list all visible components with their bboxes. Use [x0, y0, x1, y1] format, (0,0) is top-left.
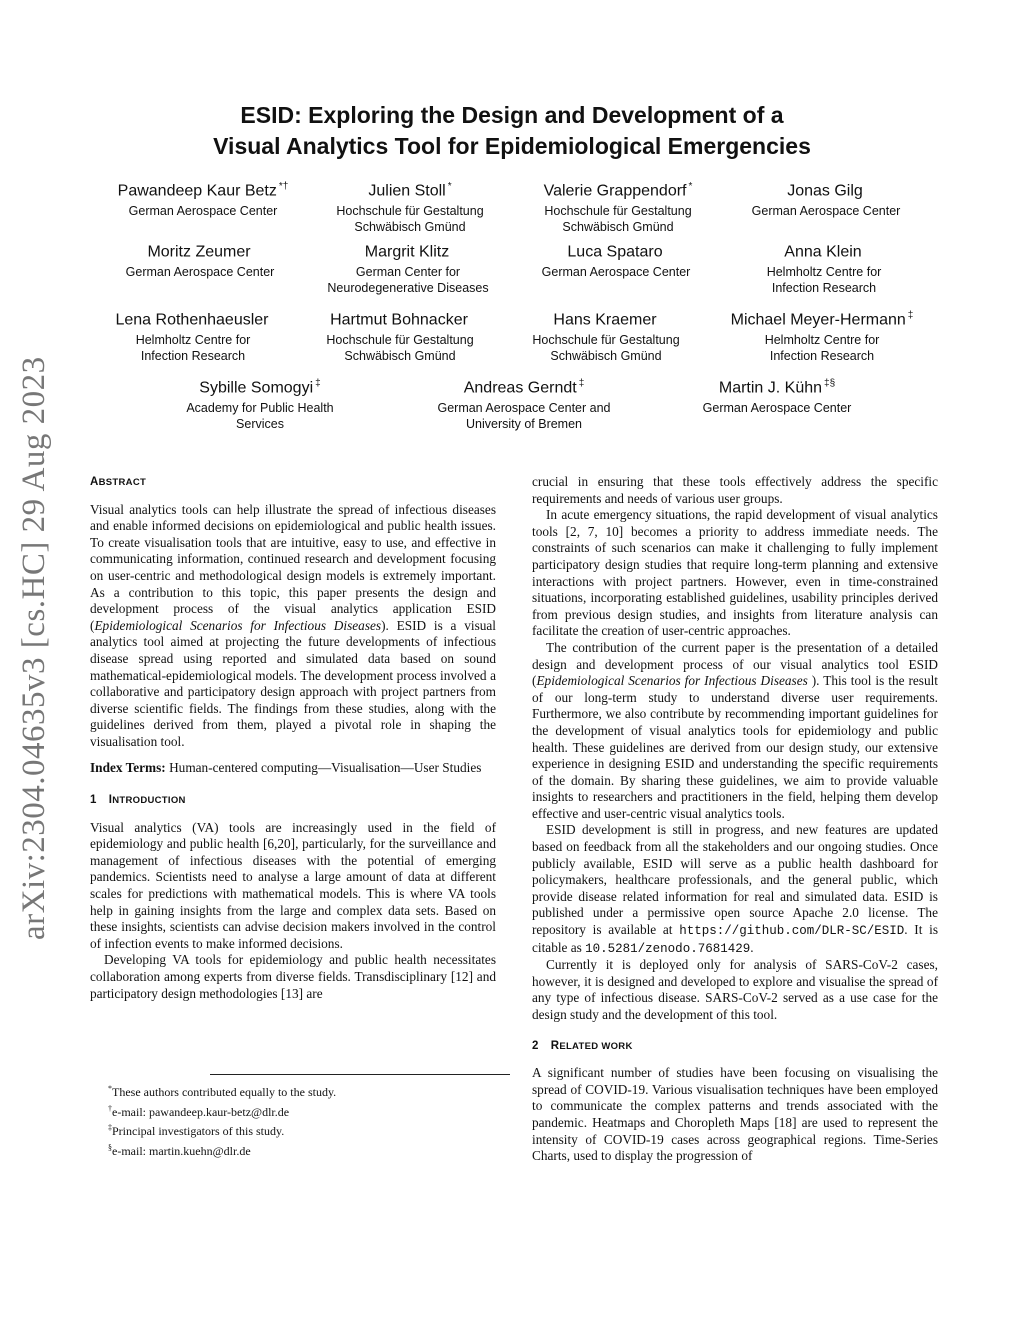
author-name: Lena Rothenhaeusler [115, 311, 269, 329]
body-paragraph: ESID development is still in progress, and new features are updated based on feedback from all the stakeholders and our ongoing studies. Once publicly available, ESID will serve as a public health dashboard for policymakers, healthcare professionals, and the general public, which provide disease related information for real and simulated data. ESID is published under a permissive open source Apache 2.0 license. The repository is available at https://github.com/DLR-SC/ESID. It is citable as 10.5281/zenodo.7681429. [532, 822, 939, 956]
footnote: §e-mail: martin.kuehn@dlr.de [108, 1142, 251, 1158]
author-block [667, 374, 887, 416]
author-block [714, 238, 934, 296]
arxiv-stamp: arXiv:2304.04635v3 [cs.HC] 29 Aug 2023 [16, 356, 52, 940]
author-block [290, 306, 510, 364]
title-line-1: ESID: Exploring the Design and Development of a [240, 102, 784, 128]
author-block [712, 306, 932, 364]
author-mark: ‡§ [824, 378, 836, 389]
author-block [150, 374, 370, 432]
author-name: Pawandeep Kaur Betz [117, 182, 277, 200]
related-work-heading: 2 RELATED WORK [532, 1039, 633, 1052]
author-name: Margrit Klitz [364, 243, 450, 261]
author-affiliation: Hochschule für Gestaltung [532, 333, 680, 348]
author-affiliation: German Aerospace Center [128, 204, 278, 219]
left-column [90, 474, 496, 1002]
author-name: Anna Klein [784, 243, 862, 261]
author-block [83, 306, 303, 364]
author-name: Moritz Zeumer [147, 243, 251, 261]
introduction-heading: 1 INTRODUCTION [90, 794, 186, 807]
footnote-rule [210, 1074, 510, 1075]
author-affiliation: Schwäbisch Gmünd [344, 349, 456, 364]
author-affiliation: Infection Research [769, 349, 875, 364]
author-block [506, 238, 726, 280]
body-paragraph: crucial in ensuring that these tools effectively address the specific requirements and needs of various user groups. [532, 474, 938, 506]
footnote: †e-mail: pawandeep.kaur-betz@dlr.de [108, 1103, 290, 1119]
body-paragraph: In acute emergency situations, the rapid development of visual analytics tools [2, 7, 10] becomes a priority to address immediate needs. The constraints of such scenarios can make it challenging to fully implement participatory design studies that require long-term planning and extensive interactions with project partners. However, even in time-constrained situations, incorporating established guidelines, usability principles derived from previous design studies, and insights from literature analysis can facilitate the creation of user-centric approaches. [532, 507, 938, 639]
author-block [508, 177, 728, 235]
author-block [298, 238, 518, 296]
paper-title [150, 100, 874, 162]
author-affiliation: Helmholtz Centre for [764, 333, 880, 348]
author-name: Michael Meyer-Hermann [730, 311, 906, 329]
intro-paragraph: Developing VA tools for epidemiology and public health necessitates collaboration among experts from diverse fields. Transdisciplinary [12] and participatory design methodologies [13] are [90, 952, 496, 1001]
author-affiliation: Hochschule für Gestaltung [336, 204, 484, 219]
author-name: Julien Stoll [368, 182, 446, 200]
footnotes [90, 1074, 496, 1159]
author-affiliation: Helmholtz Centre for [135, 333, 251, 348]
author-affiliation: German Aerospace Center [541, 265, 691, 280]
author-affiliation: Infection Research [771, 281, 877, 296]
author-affiliation: Hochschule für Gestaltung [326, 333, 474, 348]
author-name: Valerie Grappendorf [543, 182, 687, 200]
author-affiliation: Services [236, 417, 284, 432]
author-name: Sybille Somogyi [199, 379, 314, 397]
right-column [532, 474, 938, 1165]
author-affiliation: Schwäbisch Gmünd [562, 220, 674, 235]
index-terms: Index Terms: Human-centered computing—Visualisation—User Studies [90, 759, 482, 775]
footnote: ‡Principal investigators of this study. [108, 1123, 285, 1138]
author-mark: ‡ [907, 310, 914, 321]
author-block [414, 374, 634, 432]
abstract-heading: ABSTRACT [90, 476, 147, 488]
author-name: Andreas Gerndt [463, 379, 577, 397]
author-block [716, 177, 936, 219]
author-mark: *† [278, 181, 289, 192]
intro-paragraph: Visual analytics (VA) tools are increasingly used in the field of epidemiology and public health [6,20], particularly, for the surveillance and management of infectious diseases with the potential of emerging pandemics. Scientists need to analyse a large amount of data at different scales for predictions with mathematical models. This is where VA tools help in gaining insights from the large and complex data sets. Based on these insights, scientists can advise decision makers involved in the control of infection events to make informed decisions. [90, 819, 496, 951]
author-affiliation: Hochschule für Gestaltung [544, 204, 692, 219]
repository-link[interactable]: https://github.com/DLR-SC/ESID [679, 924, 905, 939]
author-block [496, 306, 716, 364]
author-affiliation: Infection Research [140, 349, 246, 364]
author-mark: * [688, 181, 693, 192]
body-paragraph: A significant number of studies have been focusing on visualising the spread of COVID-19. Various visualisation techniques have been employed to communicate the complex patterns and trends associated with the pandemic. Heatmaps and Choropleth Maps [18] are used to represent the intensity of COVID-19 cases across geographical regions. Time-Series Charts, used to display the progression of [532, 1065, 938, 1164]
author-affiliation: Schwäbisch Gmünd [550, 349, 662, 364]
author-affiliation: Academy for Public Health [186, 401, 334, 416]
author-block [90, 238, 310, 280]
author-affiliation: German Aerospace Center [751, 204, 901, 219]
author-affiliation: Helmholtz Centre for [766, 265, 882, 280]
body-paragraph: The contribution of the current paper is the presentation of a detailed design and development process of our visual analytics tool ESID (Epidemiological Scenarios for Infectious Diseases ). This tool is the result of our long-term study to understand diverse user requirements. Furthermore, we also contribute by recommending important guidelines for the development of visual analytics tools for epidemiology and public health. These guidelines are derived from our design study, our extensive experience in designing ESID and understanding the specific requirements of the domain. By sharing these guidelines, we aim to provide valuable insights to researchers and practitioners in the field, helping them develop effective and user-centric visual analytics tools. [532, 639, 938, 821]
body-paragraph: Currently it is deployed only for analysis of SARS-CoV-2 cases, however, it is designed and developed to explore and visualise the spread of any type of infectious disease. SARS-CoV-2 served as a use case for the design study and the development of this tool. [532, 957, 938, 1022]
title-line-2: Visual Analytics Tool for Epidemiological Emergencies [213, 133, 811, 159]
author-affiliation: German Aerospace Center [125, 265, 275, 280]
author-affiliation: Neurodegenerative Diseases [327, 281, 489, 296]
author-name: Jonas Gilg [787, 182, 863, 200]
author-affiliation: Schwäbisch Gmünd [354, 220, 466, 235]
author-mark: ‡ [315, 378, 321, 389]
author-name: Hartmut Bohnacker [330, 311, 468, 329]
footnote: *These authors contributed equally to the study. [108, 1084, 337, 1099]
author-affiliation: German Aerospace Center [702, 401, 852, 416]
author-mark: * [447, 181, 452, 192]
author-mark: ‡ [578, 378, 585, 389]
author-name: Luca Spataro [567, 243, 663, 261]
author-affiliation: University of Bremen [465, 417, 582, 432]
author-block [300, 177, 520, 235]
author-affiliation: German Aerospace Center and [437, 401, 611, 416]
author-block [93, 177, 313, 219]
author-affiliation: German Center for [355, 265, 461, 280]
author-name: Martin J. Kühn [718, 379, 823, 397]
abstract-body: Visual analytics tools can help illustrate the spread of infectious diseases and enable informed decisions on epidemiological and public health issues. To create visualisation tools that are intuitive, easy to use, and effective in communicating information, continued research and development focusing on user-centric and methodological design models is extremely important. As a contribution to this topic, this paper presents the design and development process of the visual analytics application ESID (Epidemiological Scenarios for Infectious Diseases). ESID is a visual analytics tool aimed at projecting the future developments of infectious disease spread using reported and simulated data based on sound mathematical-epidemiological models. The development process involved a collaborative and participatory design approach with project partners from diverse scientific fields. The findings from these studies, along with the guidelines derived from them, played a pivotal role in shaping the visualisation tool. [90, 501, 496, 749]
author-name: Hans Kraemer [553, 311, 657, 329]
doi-link[interactable]: 10.5281/zenodo.7681429 [585, 941, 751, 956]
